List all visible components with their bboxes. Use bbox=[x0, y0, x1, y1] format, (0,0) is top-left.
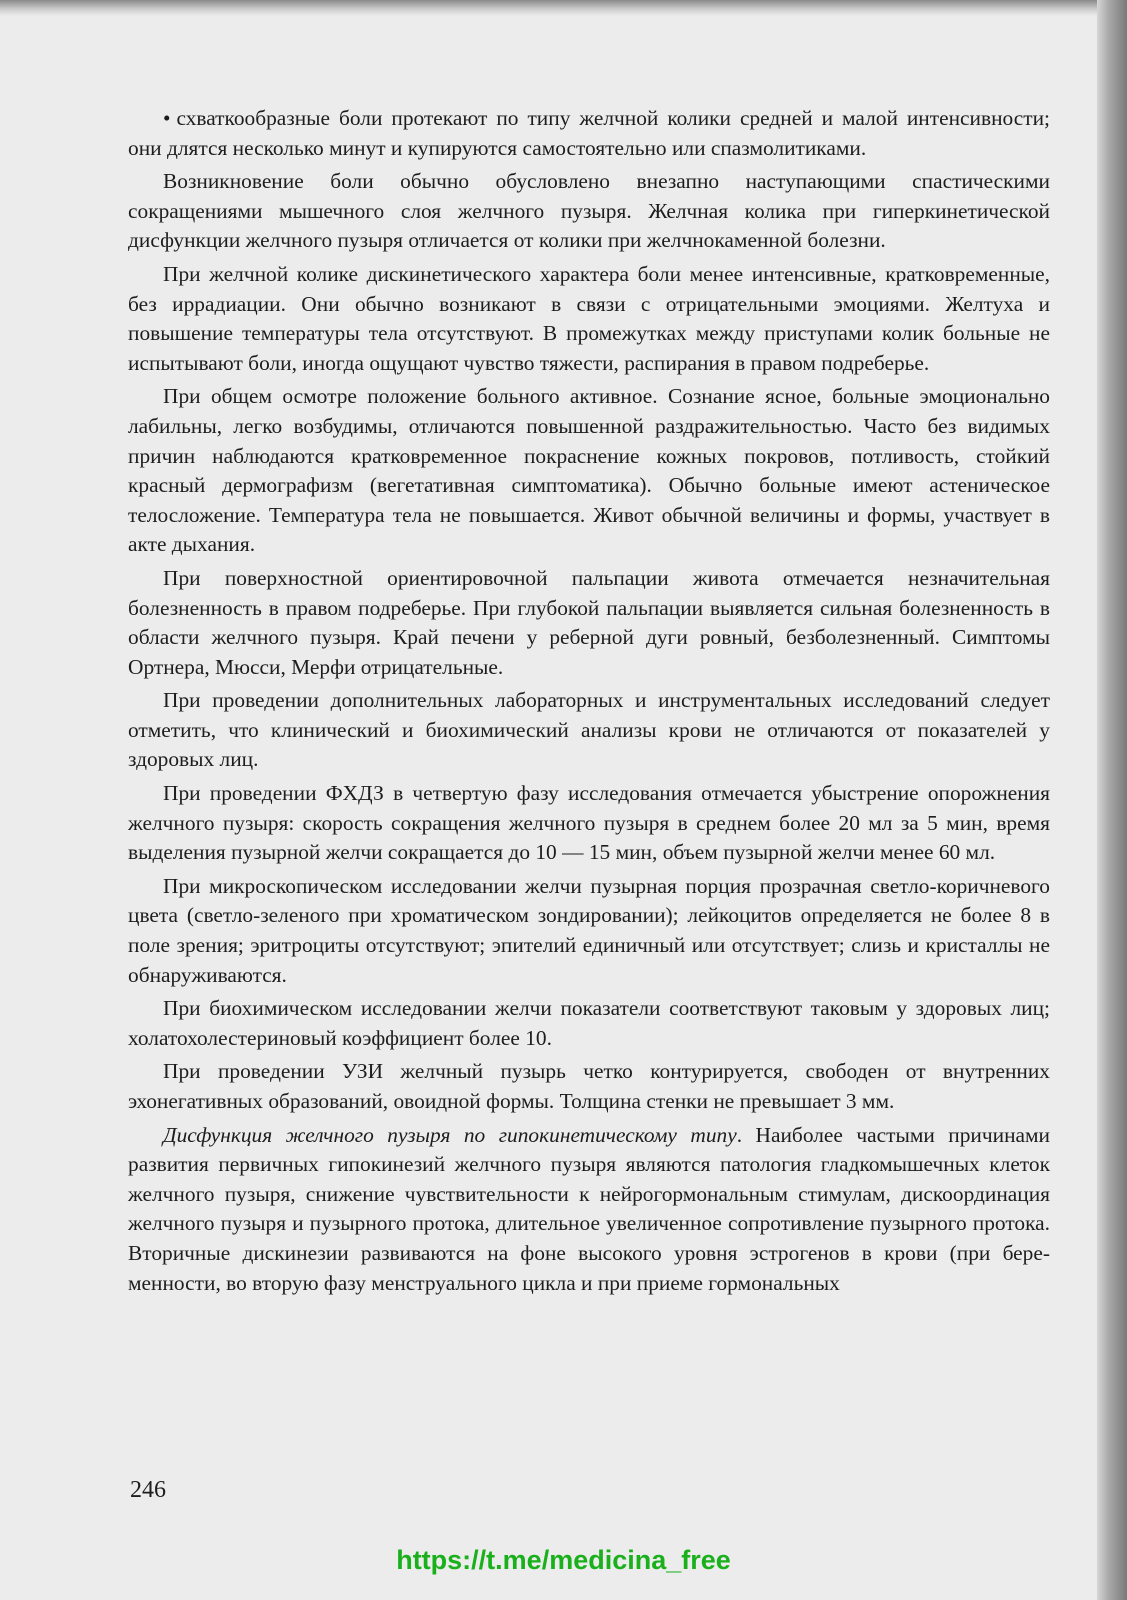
paragraph-section-start bbox=[128, 1121, 1050, 1299]
page-number: 246 bbox=[130, 1477, 166, 1503]
page-body bbox=[128, 104, 1050, 1302]
paragraph: При микроскопическом исследовании желчи пузырная порция прозрачная светло-коричневого цвета (светло-зеленого при хроматическом зондировании); лейкоцитов определяется не более 8 в поле зрения; эритроциты отсутствуют; эпителий единичный или отсутствует; слизь и кристаллы не обнаруживаются. bbox=[128, 873, 1050, 987]
page-top-shadow bbox=[0, 0, 1127, 16]
paragraph: Возникновение боли обычно обусловлено внезапно наступающими спастическими сокращениями мышечного слоя желчного пузыря. Желчная колика при гиперкинетической дисфункции желчного пузыря отличается от колики при желчнокаменной болезни. bbox=[128, 169, 1050, 253]
paragraph: При общем осмотре положение больного активное. Сознание ясное, больные эмоционально лабильны, легко возбудимы, отличаются повышенной раздражительностью. Часто без видимых причин наблюдаются кратковременное покраснение кожных покровов, потливость, стойкий красный дермографизм (вегетативная симптоматика). Обычно больные имеют астеническое телосложение. Температура тела не повышается. Живот обычной величины и формы, участвует в акте дыхания. bbox=[128, 384, 1050, 557]
paragraph: При желчной колике дискинетического характера боли менее интенсивные, кратковременные, без иррадиации. Они обычно возникают в связи с отрицательными эмоциями. Желтуха и повышение температуры тела отсутствуют. В промежутках между приступами колик больные не испытывают боли, иногда ощущают чувство тяжести, распирания в правом подреберье. bbox=[128, 261, 1050, 375]
paragraph-text: схваткообразные боли протекают по типу желчной колики средней и малой интенсивности; они длятся несколько минут и купируются самостоятельно или спазмолитиками. bbox=[128, 106, 1050, 160]
paragraph: При поверхностной ориентировочной пальпации живота отмечается незначительная болезненность в правом подреберье. При глубокой пальпации выявляется сильная болезненность в области желчного пузыря. Край печени у реберной дуги ровный, безболезненный. Симптомы Ортнера, Мюсси, Мерфи отрицательные. bbox=[128, 565, 1050, 679]
watermark-link[interactable]: https://t.me/medicina_free bbox=[396, 1545, 731, 1575]
paragraph-text: . Наиболее частыми причинами развития первичных гипокинезий желчного пузыря являются патология гладкомышечных клеток желчного пузыря, снижение чувствительности к нейрогормональным стимулам, дискоординация желчного пузыря и пузырного протока, длительное увеличенное сопротивление пузырного протока. Вторичные дискинезии развиваются на фоне высокого уровня эстрогенов в крови (при беременности, во вторую фазу менструального цикла и при приеме гормональных bbox=[128, 1122, 1050, 1295]
bullet-icon: • bbox=[163, 106, 171, 130]
page-right-shadow bbox=[1097, 0, 1127, 1600]
paragraph: При проведении дополнительных лабораторных и инструментальных исследований следует отметить, что клинический и биохимический анализы крови не отличаются от показателей у здоровых лиц. bbox=[128, 688, 1050, 772]
paragraph: При биохимическом исследовании желчи показатели соответствуют таковым у здоровых лиц; холатохолестериновый коэффициент более 10. bbox=[128, 996, 1050, 1050]
paragraph: При проведении УЗИ желчный пузырь четко контурируется, свободен от внутренних эхонегативных образований, овоидной формы. Толщина стенки не превышает 3 мм. bbox=[128, 1059, 1050, 1113]
paragraph: При проведении ФХДЗ в четвертую фазу исследования отмечается убыстрение опорожнения желчного пузыря: скорость сокращения желчного пузыря в среднем более 20 мл за 5 мин, время выделения пузырной желчи сокращается до 10 — 15 мин, объем пузырной желчи менее 60 мл. bbox=[128, 781, 1050, 865]
section-heading-italic: Дисфункция желчного пузыря по гипокинетическому типу bbox=[163, 1122, 737, 1147]
paragraph-bullet bbox=[128, 104, 1050, 163]
